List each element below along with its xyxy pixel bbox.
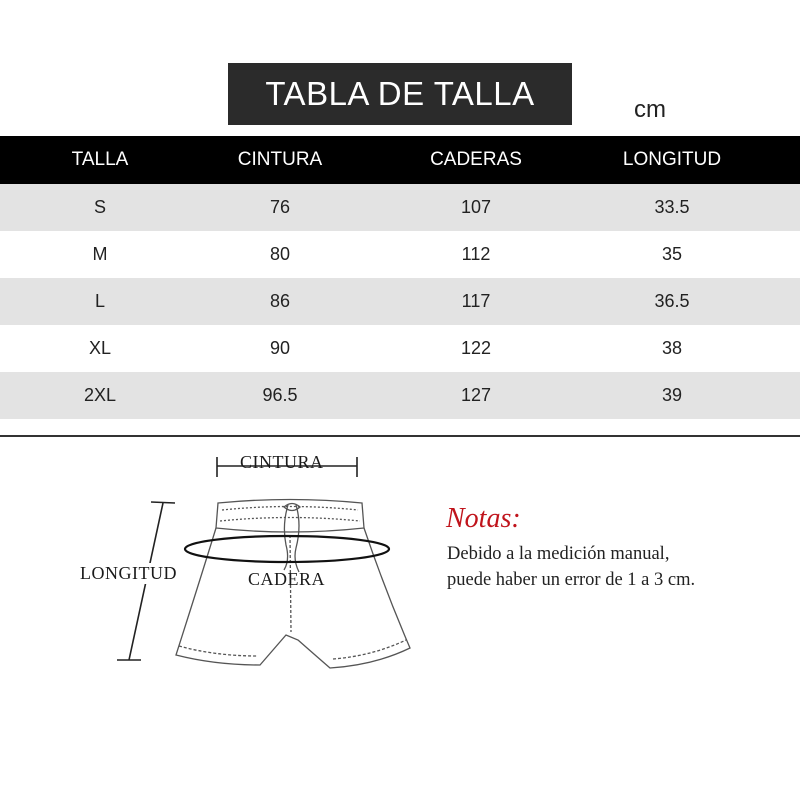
cell-size: L (94, 291, 105, 311)
cell-length: 33.5 (654, 197, 690, 217)
table-row-l (0, 278, 800, 325)
cell-waist: 86 (269, 291, 291, 311)
notes-line-2: puede haber un error de 1 a 3 cm. (447, 570, 696, 590)
size-chart-title: TABLA DE TALLA (228, 63, 572, 125)
cell-length: 35 (661, 244, 683, 264)
cell-hips: 127 (460, 385, 492, 405)
cell-size: XL (88, 338, 112, 358)
cell-waist: 96.5 (262, 385, 298, 405)
cell-waist: 90 (269, 338, 291, 358)
cell-length: 38 (661, 338, 683, 358)
cell-hips: 107 (460, 197, 492, 217)
cell-waist: 76 (269, 197, 291, 217)
header-cintura: CINTURA (237, 149, 323, 170)
section-divider (0, 435, 800, 437)
waist-label: CINTURA (240, 452, 324, 472)
shorts-measurement-diagram (0, 440, 440, 690)
table-header (0, 136, 800, 184)
length-label: LONGITUD (80, 563, 177, 583)
table-row-m (0, 231, 800, 278)
unit-label: cm (634, 96, 666, 123)
notes-line-1: Debido a la medición manual, (447, 544, 670, 564)
cell-hips: 122 (460, 338, 492, 358)
cell-hips: 117 (461, 291, 491, 311)
cell-length: 36.5 (654, 291, 690, 311)
notes-title: Notas: (446, 503, 521, 534)
table-row-xl (0, 325, 800, 372)
cell-size: M (92, 244, 108, 264)
table-row-2xl (0, 372, 800, 419)
table-row-s (0, 184, 800, 231)
cell-waist: 80 (269, 244, 291, 264)
cell-length: 39 (661, 385, 683, 405)
header-talla: TALLA (71, 149, 129, 170)
header-longitud: LONGITUD (622, 149, 722, 170)
cell-size: S (93, 197, 106, 217)
cell-size: 2XL (83, 385, 117, 405)
hip-label: CADERA (248, 569, 326, 589)
header-caderas: CADERAS (430, 149, 522, 170)
cell-hips: 112 (461, 244, 491, 264)
